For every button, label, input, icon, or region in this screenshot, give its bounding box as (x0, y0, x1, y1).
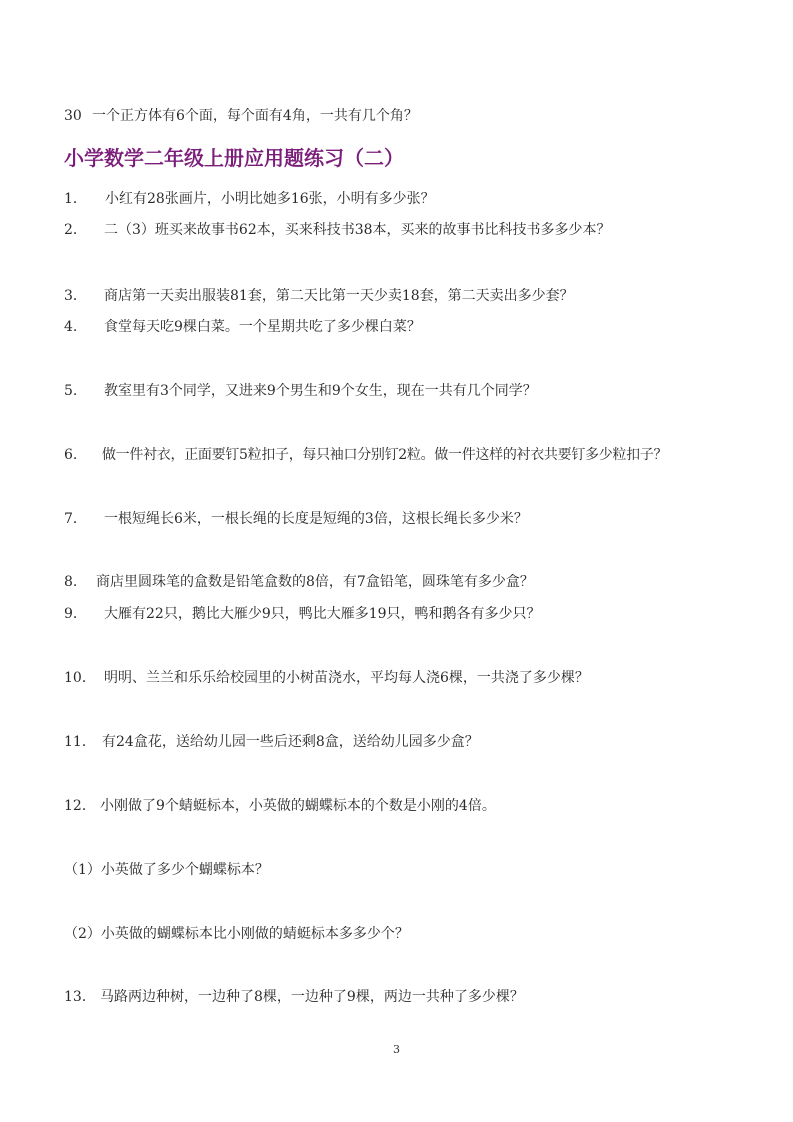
question-text: 小刚做了9个蜻蜓标本，小英做的蝴蝶标本的个数是小刚的4倍。 (100, 798, 496, 814)
question-text: 大雁有22只，鹅比大雁少9只，鸭比大雁多19只，鸭和鹅各有多少只？ (104, 606, 541, 622)
question-number: 2． (64, 222, 87, 238)
question-text: 一根短绳长6米，一根长绳的长度是短绳的3倍，这根长绳长多少米？ (104, 511, 528, 527)
question-number: 8. (64, 574, 78, 590)
question-text: 商店第一天卖出服装81套，第二天比第一天少卖18套，第二天卖出多少套？ (104, 288, 574, 304)
question-text: 小红有28张画片，小明比她多16张，小明有多少张？ (105, 191, 435, 207)
question-number: 6. (64, 447, 78, 463)
question-text: 马路两边种树，一边种了8棵，一边种了9棵，两边一共种了多少棵？ (100, 989, 524, 1005)
question-text: 做一件衬衣，正面要钉5粒扣子，每只袖口分别钉2粒。做一件这样的衬衣共要钉多少粒扣子？ (102, 447, 668, 463)
question-text: 教室里有3个同学，又进来9个男生和9个女生，现在一共有几个同学？ (104, 383, 537, 399)
question-number: 5. (64, 383, 78, 399)
question-text: 明明、兰兰和乐乐给校园里的小树苗浇水，平均每人浇6棵，一共浇了多少棵？ (104, 670, 589, 686)
question-number: 10． (64, 670, 96, 686)
question-number: 12． (64, 798, 96, 814)
question-text: 食堂每天吃9棵白菜。一个星期共吃了多少棵白菜？ (104, 319, 421, 335)
question-text: 一个正方体有6个面，每个面有4角，一共有几个角？ (92, 108, 418, 124)
question-number: 9． (64, 606, 87, 622)
question-number: 4. (64, 319, 78, 335)
question-text: （1）小英做了多少个蝴蝶标本？ (64, 862, 269, 878)
question-number: 1． (64, 191, 87, 207)
question-text: （2）小英做的蝴蝶标本比小刚做的蜻蜓标本多多少个？ (64, 926, 409, 942)
question-number: 30 (64, 108, 82, 124)
question-text: 商店里圆珠笔的盒数是铅笔盒数的8倍，有7盒铅笔，圆珠笔有多少盒？ (96, 574, 534, 590)
question-number: 7． (64, 511, 87, 527)
question-number: 13． (64, 989, 96, 1005)
question-text: 二（3）班买来故事书62本，买来科技书38本，买来的故事书比科技书多多少本？ (104, 222, 611, 238)
question-number: 11． (64, 734, 96, 750)
question-number: 3． (64, 288, 87, 304)
page-number: 3 (393, 1043, 400, 1056)
section-heading: 小学数学二年级上册应用题练习（二） (64, 146, 404, 170)
question-text: 有24盒花，送给幼儿园一些后还剩8盒，送给幼儿园多少盒？ (102, 734, 479, 750)
